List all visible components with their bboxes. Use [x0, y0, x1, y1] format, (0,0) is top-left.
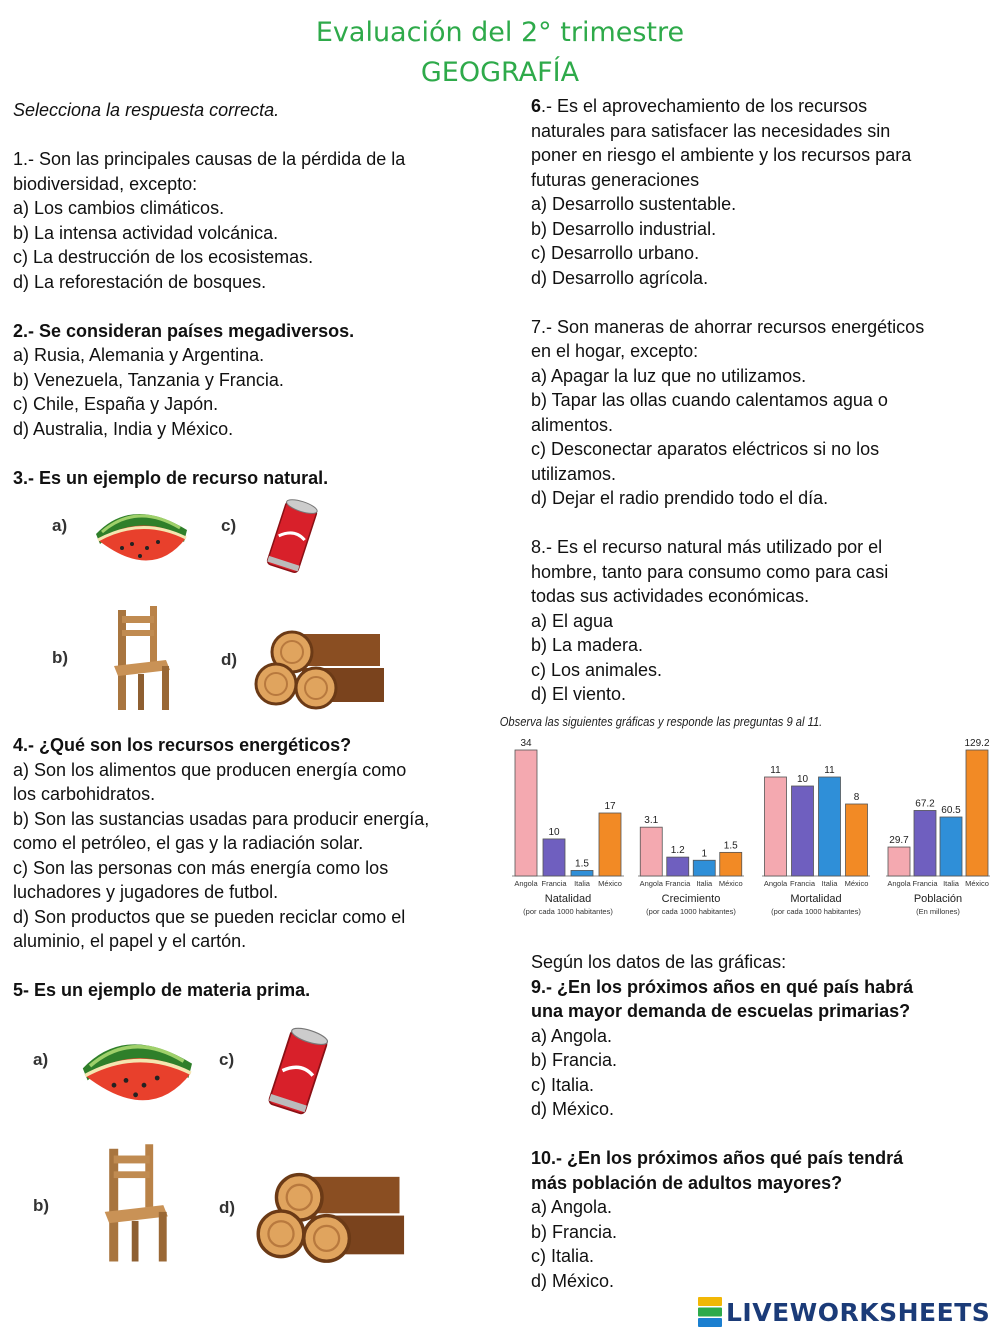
q5-label-a: a): [33, 1050, 49, 1069]
chart-2-value-label-1: 10: [796, 774, 809, 785]
chart-2-value-label-3: 8: [853, 792, 860, 803]
chart-0-value-label-1: 10: [548, 826, 560, 838]
left-column: [13, 98, 493, 490]
chart-3-subtitle: (En millones): [916, 907, 960, 916]
q4-option-b-cont[interactable]: como el petróleo, el gas y la radiación solar.: [13, 833, 364, 853]
chair-icon[interactable]: [104, 604, 176, 714]
watermelon-icon-2[interactable]: [78, 1030, 198, 1114]
wood-logs-icon-2[interactable]: [252, 1170, 408, 1268]
q2-text: 2.- Se consideran países megadiversos.: [13, 320, 355, 341]
chart-0-category-label-2: Italia: [574, 879, 590, 888]
q9-option-d[interactable]: d) México.: [531, 1099, 615, 1119]
chart-2-value-label-0: 11: [770, 765, 781, 776]
chart-1-bar-1: [667, 857, 689, 876]
q2-option-d[interactable]: d) Australia, India y México.: [13, 418, 234, 439]
q6-option-a[interactable]: a) Desarrollo sustentable.: [531, 194, 737, 214]
q7-option-b[interactable]: b) Tapar las ollas cuando calentamos agua o: [531, 390, 888, 410]
q4-option-d[interactable]: d) Son productos que se pueden reciclar como el: [13, 906, 406, 927]
q1-option-b[interactable]: b) La intensa actividad volcánica.: [13, 222, 279, 243]
q4-option-c[interactable]: c) Son las personas con más energía como los: [13, 857, 389, 878]
q6-option-b[interactable]: b) Desarrollo industrial.: [531, 218, 717, 239]
q4-option-c-cont[interactable]: luchadores y jugadores de futbol.: [13, 882, 279, 902]
chart-title: Observa las siguientes gráficas y responde las preguntas 9 al 11.: [499, 714, 823, 730]
chart-0-bar-1: [543, 839, 565, 876]
q4-option-a-cont[interactable]: los carbohidratos.: [13, 784, 156, 804]
chart-1-category-label-0: Angola: [639, 879, 663, 888]
chart-2-bar-3: [846, 804, 868, 876]
chart-2-value-label-2: 11: [824, 765, 835, 776]
chart-0-bar-0: [515, 750, 537, 876]
chart-1-bar-0: [640, 827, 662, 876]
chart-2-bar-2: [819, 777, 841, 876]
q2-option-b[interactable]: b) Venezuela, Tanzania y Francia.: [13, 369, 284, 390]
q6-number: 6: [531, 96, 542, 116]
chart-3-bar-0: [888, 847, 910, 876]
q5-text: 5- Es un ejemplo de materia prima.: [13, 980, 311, 1000]
soda-can-icon-2[interactable]: [262, 1024, 334, 1120]
q1-option-d[interactable]: d) La reforestación de bosques.: [13, 271, 267, 292]
chart-1-value-label-0: 3.1: [644, 815, 659, 827]
right-column-bottom: [531, 950, 993, 1293]
chart-3-value-label-2: 60.5: [941, 804, 961, 816]
q6-text-3: poner en riesgo el ambiente y los recursos para: [531, 145, 912, 165]
q5-label-d: d): [219, 1198, 236, 1217]
chart-1-bar-2: [693, 860, 715, 876]
graphs-intro: Según los datos de las gráficas:: [531, 952, 787, 972]
chart-0-category-label-1: Francia: [541, 879, 567, 888]
q8-option-b[interactable]: b) La madera.: [531, 635, 644, 655]
right-column: [531, 94, 993, 707]
q4-text: 4.- ¿Qué son los recursos energéticos?: [13, 735, 352, 755]
q9-option-a[interactable]: a) Angola.: [531, 1025, 613, 1046]
chart-1-category-label-2: Italia: [696, 879, 713, 888]
q8-text-3: todas sus actividades económicas.: [531, 586, 810, 606]
q8-text-1: 8.- Es el recurso natural más utilizado por el: [531, 537, 883, 557]
chart-1-name: Crecimiento: [661, 893, 721, 905]
chart-1-bar-3: [720, 852, 742, 876]
q7-option-c[interactable]: c) Desconectar aparatos eléctricos si no los: [531, 439, 880, 459]
q1-text-2: biodiversidad, excepto:: [13, 173, 198, 194]
chart-2-category-label-0: Angola: [763, 879, 788, 888]
q7-option-b-cont[interactable]: alimentos.: [531, 414, 614, 435]
charts-figure: [498, 712, 992, 932]
q4-option-a[interactable]: a) Son los alimentos que producen energía como: [13, 759, 407, 780]
q9-option-c[interactable]: c) Italia.: [531, 1074, 595, 1095]
q7-option-c-cont[interactable]: utilizamos.: [531, 463, 617, 484]
liveworksheets-logo[interactable]: [698, 1296, 990, 1328]
chart-2-category-label-1: Francia: [789, 879, 816, 888]
watermelon-icon[interactable]: [92, 502, 192, 572]
chart-1-value-label-2: 1: [701, 848, 708, 860]
chart-2-bar-0: [765, 777, 787, 876]
chart-3-category-label-1: Francia: [912, 879, 938, 888]
q4-option-d-cont[interactable]: aluminio, el papel y el cartón.: [13, 931, 247, 951]
chart-3-category-label-3: México: [965, 879, 989, 888]
chair-icon-2[interactable]: [90, 1142, 178, 1266]
chart-2-subtitle: (por cada 1000 habitantes): [771, 907, 861, 916]
q10-option-a[interactable]: a) Angola.: [531, 1197, 613, 1217]
chart-1-subtitle: (por cada 1000 habitantes): [646, 907, 736, 916]
chart-3-bar-1: [914, 810, 936, 876]
page-title: Evaluación del 2° trimestre: [315, 17, 685, 48]
liveworksheets-text: LIVEWORKSHEETS: [726, 1297, 991, 1327]
chart-3-bar-2: [940, 817, 962, 876]
chart-3-category-label-0: Angola: [887, 879, 911, 888]
chart-2-category-label-2: Italia: [821, 879, 838, 888]
chart-0-value-label-2: 1.5: [575, 858, 589, 870]
q10-option-c[interactable]: c) Italia.: [531, 1246, 595, 1266]
wood-logs-icon[interactable]: [252, 628, 386, 714]
q4-block: [13, 733, 493, 1003]
q8-option-d[interactable]: d) El viento.: [531, 684, 627, 704]
q9-text-2: una mayor demanda de escuelas primarias?: [531, 1001, 911, 1021]
q7-text-2: en el hogar, excepto:: [531, 341, 699, 361]
chart-3-value-label-0: 29.7: [889, 835, 909, 847]
q2-option-a[interactable]: a) Rusia, Alemania y Argentina.: [13, 345, 265, 365]
chart-3-value-label-3: 129.2: [964, 738, 990, 749]
q9-text-1: 9.- ¿En los próximos años en qué país habrá: [531, 976, 914, 997]
chart-0-value-label-3: 17: [604, 801, 616, 812]
q7-text-1: 7.- Son maneras de ahorrar recursos energéticos: [531, 316, 925, 337]
q3-label-c: c): [221, 516, 237, 535]
q10-text-1: 10.- ¿En los próximos años qué país tendrá: [531, 1148, 904, 1168]
chart-3-category-label-2: Italia: [943, 879, 959, 888]
q8-text-2: hombre, tanto para consumo como para casi: [531, 561, 889, 582]
chart-0-value-label-0: 34: [520, 738, 532, 749]
soda-can-icon[interactable]: [262, 496, 322, 578]
q10-option-d[interactable]: d) México.: [531, 1270, 615, 1291]
chart-3-value-label-1: 67.2: [915, 798, 935, 810]
chart-0-subtitle: (por cada 1000 habitantes): [523, 907, 613, 916]
q8-option-c[interactable]: c) Los animales.: [531, 659, 663, 680]
q3-label-a: a): [52, 516, 68, 535]
q2-option-c[interactable]: c) Chile, España y Japón.: [13, 394, 219, 414]
q9-option-b[interactable]: b) Francia.: [531, 1050, 618, 1070]
q5-label-c: c): [219, 1050, 235, 1069]
q5-label-b: b): [33, 1196, 50, 1215]
liveworksheets-logo-icon: [698, 1297, 722, 1327]
chart-0-bar-2: [571, 870, 593, 876]
q1-option-c[interactable]: c) La destrucción de los ecosistemas.: [13, 247, 314, 267]
q7-option-a[interactable]: a) Apagar la luz que no utilizamos.: [531, 365, 807, 386]
chart-0-bar-3: [599, 813, 621, 876]
q6-text-2: naturales para satisfacer las necesidades sin: [531, 120, 891, 141]
chart-0-name: Natalidad: [544, 893, 592, 905]
q3-text: 3.- Es un ejemplo de recurso natural.: [13, 467, 329, 488]
q4-option-b[interactable]: b) Son las sustancias usadas para producir energía,: [13, 808, 430, 829]
chart-1-category-label-3: México: [718, 879, 743, 888]
q6-text-1: .- Es el aprovechamiento de los recursos: [541, 96, 868, 116]
chart-0-category-label-0: Angola: [514, 879, 538, 888]
chart-1-category-label-1: Francia: [665, 879, 691, 888]
chart-1-value-label-3: 1.5: [723, 840, 738, 852]
chart-2-category-label-3: México: [844, 879, 869, 888]
page-subtitle: GEOGRAFÍA: [420, 57, 580, 88]
q10-text-2: más población de adultos mayores?: [531, 1172, 843, 1193]
q1-text: 1.- Son las principales causas de la pérdida de la: [13, 149, 406, 169]
chart-0-category-label-3: México: [598, 879, 622, 888]
q8-option-a[interactable]: a) El agua: [531, 610, 614, 631]
q1-option-a[interactable]: a) Los cambios climáticos.: [13, 198, 225, 218]
instruction: Selecciona la respuesta correcta.: [13, 100, 280, 120]
chart-2-name: Mortalidad: [790, 893, 842, 905]
q7-option-d[interactable]: d) Dejar el radio prendido todo el día.: [531, 488, 829, 508]
chart-1-value-label-1: 1.2: [670, 845, 685, 857]
q6-text: [531, 94, 993, 119]
chart-2-bar-1: [792, 786, 814, 876]
q6-text-4: futuras generaciones: [531, 169, 700, 190]
q6-option-d[interactable]: d) Desarrollo agrícola.: [531, 267, 709, 288]
q10-option-b[interactable]: b) Francia.: [531, 1221, 618, 1242]
q6-option-c[interactable]: c) Desarrollo urbano.: [531, 243, 700, 263]
q3-label-b: b): [52, 648, 69, 667]
chart-3-name: Población: [913, 893, 963, 905]
q3-label-d: d): [221, 650, 238, 669]
chart-3-bar-3: [966, 750, 988, 876]
